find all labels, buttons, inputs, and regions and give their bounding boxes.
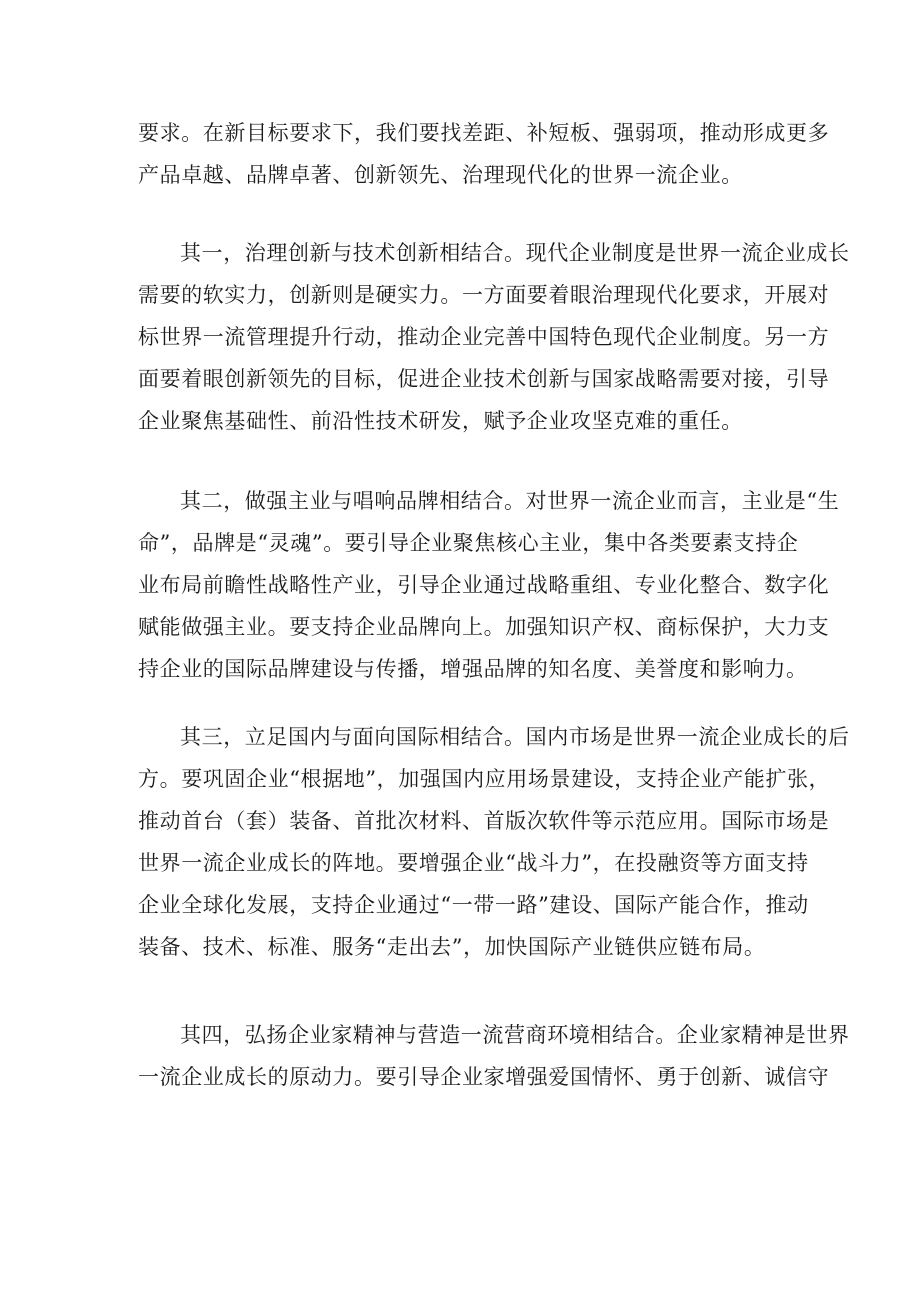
paragraph	[138, 716, 850, 968]
paragraph-point-one	[138, 232, 850, 442]
paragraph-continuation	[138, 112, 830, 196]
text-line: 世界一流企业成长的阵地。要增强企业“战斗力”，在投融资等方面支持	[138, 851, 809, 875]
text-line: 装备、技术、标准、服务“走出去”，加快国际产业链供应链布局。	[138, 935, 766, 959]
paragraph-point-four	[138, 1014, 850, 1098]
paragraph	[138, 1014, 850, 1098]
text-line: 需要的软实力，创新则是硬实力。一方面要着眼治理现代化要求，开展对	[138, 283, 830, 307]
text-line: 其四，弘扬企业家精神与营造一流营商环境相结合。企业家精神是世界	[180, 1023, 850, 1047]
paragraph	[138, 232, 850, 442]
text-line: 业布局前瞻性战略性产业，引导企业通过战略重组、专业化整合、数字化	[138, 573, 830, 597]
text-line: 标世界一流管理提升行动，推动企业完善中国特色现代企业制度。另一方	[138, 325, 830, 349]
text-line: 命”，品牌是“灵魂”。要引导企业聚焦核心主业，集中各类要素支持企	[138, 531, 799, 555]
text-line: 其二，做强主业与唱响品牌相结合。对世界一流企业而言，主业是“生	[180, 489, 840, 513]
paragraph-point-three	[138, 716, 850, 968]
text-line: 赋能做强主业。要支持企业品牌向上。加强知识产权、商标保护，大力支	[138, 615, 830, 639]
text-line: 一流企业成长的原动力。要引导企业家增强爱国情怀、勇于创新、诚信守	[138, 1065, 830, 1089]
text-line: 企业全球化发展，支持企业通过“一带一路”建设、国际产能合作，推动	[138, 893, 809, 917]
paragraph-point-two	[138, 480, 840, 690]
text-line: 持企业的国际品牌建设与传播，增强品牌的知名度、美誉度和影响力。	[138, 657, 808, 681]
text-line: 推动首台（套）装备、首批次材料、首版次软件等示范应用。国际市场是	[138, 809, 830, 833]
text-line: 面要着眼创新领先的目标，促进企业技术创新与国家战略需要对接，引导	[138, 367, 830, 391]
text-line: 要求。在新目标要求下，我们要找差距、补短板、强弱项，推动形成更多	[138, 121, 830, 145]
paragraph	[138, 480, 840, 690]
text-line: 其一，治理创新与技术创新相结合。现代企业制度是世界一流企业成长	[180, 241, 850, 265]
text-line: 企业聚焦基础性、前沿性技术研发，赋予企业攻坚克难的重任。	[138, 409, 743, 433]
text-line: 产品卓越、品牌卓著、创新领先、治理现代化的世界一流企业。	[138, 163, 743, 187]
text-line: 其三，立足国内与面向国际相结合。国内市场是世界一流企业成长的后	[180, 725, 850, 749]
text-line: 方。要巩固企业“根据地”，加强国内应用场景建设，支持企业产能扩张，	[138, 767, 831, 791]
paragraph	[138, 112, 830, 196]
